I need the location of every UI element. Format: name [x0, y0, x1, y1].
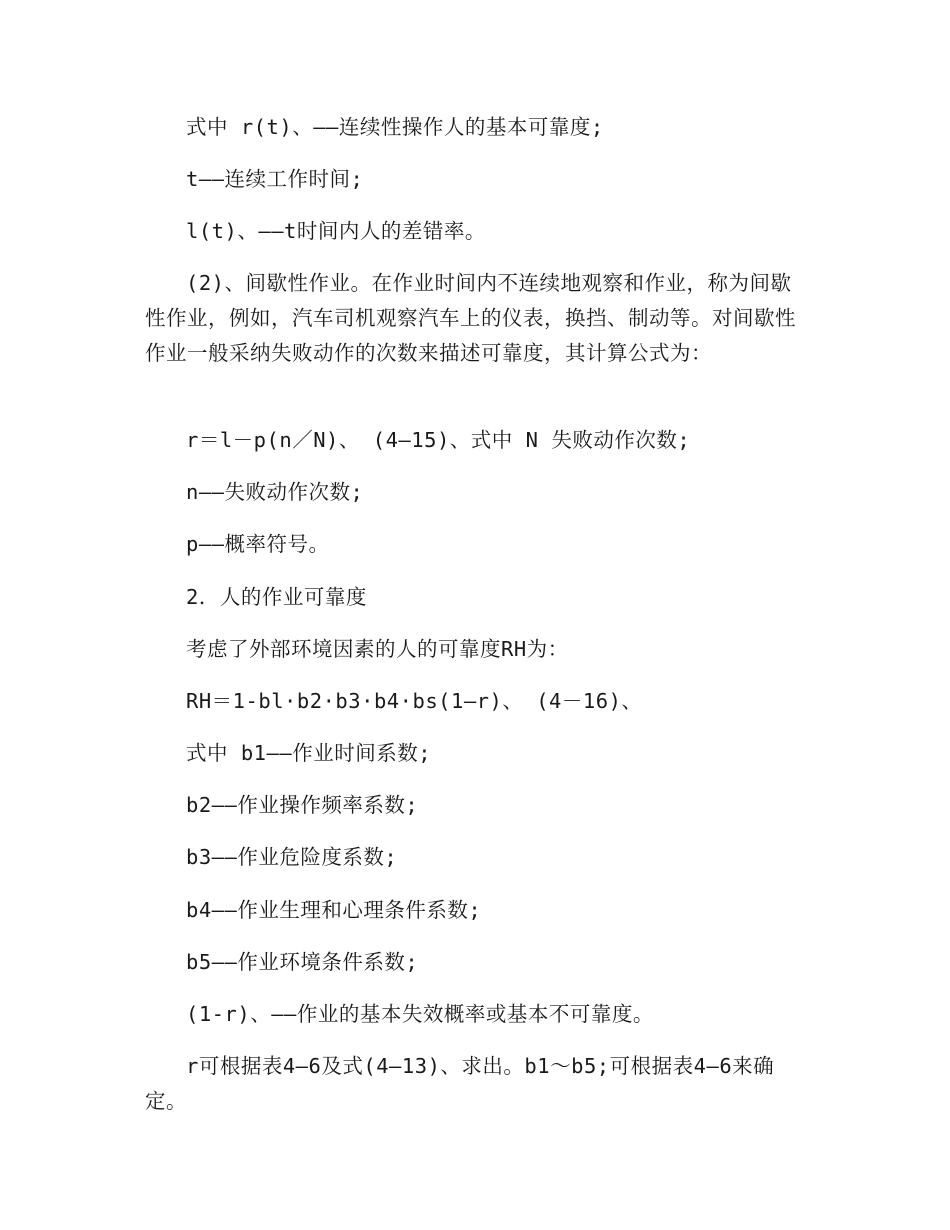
- paragraph-b1-definition: 式中 b1——作业时间系数;: [186, 741, 432, 765]
- paragraph-formula-r-t-definition: 式中 r(t)、——连续性操作人的基本可靠度;: [186, 115, 604, 139]
- paragraph-rh-intro: 考虑了外部环境因素的人的可靠度RH为：: [186, 637, 569, 661]
- paragraph-b3-definition: b3——作业危险度系数;: [186, 845, 398, 869]
- paragraph-intermittent-work: (2)、间歇性作业。在作业时间内不连续地观察和作业，称为间歇性作业，例如，汽车司机观察汽车上的仪表，换挡、制动等。对间歇性作业一般采纳失败动作的次数来描述可靠度，其计算公式为：: [145, 271, 796, 365]
- paragraph-b4-definition: b4——作业生理和心理条件系数;: [186, 898, 482, 922]
- paragraph-1-r-definition: (1-r)、——作业的基本失效概率或基本不可靠度。: [186, 1002, 654, 1026]
- paragraph-b5-definition: b5——作业环境条件系数;: [186, 950, 419, 974]
- paragraph-formula-4-15: r＝l－p(n／N)、 (4—15)、式中 N 失败动作次数;: [186, 428, 691, 452]
- paragraph-formula-4-16: RH＝1-bl·b2·b3·b4·bs(1—r)、 (4－16)、: [186, 689, 643, 713]
- paragraph-l-t-definition: l(t)、——t时间内人的差错率。: [186, 219, 486, 243]
- paragraph-t-definition: t——连续工作时间;: [186, 167, 364, 191]
- paragraph-r-determination: r可根据表4—6及式(4—13)、求出。b1～b5;可根据表4—6来确定。: [145, 1054, 775, 1113]
- paragraph-b2-definition: b2——作业操作频率系数;: [186, 793, 419, 817]
- paragraph-n-definition: n——失败动作次数;: [186, 480, 364, 504]
- paragraph-p-definition: p——概率符号。: [186, 532, 330, 556]
- section-heading-work-reliability: 2．人的作业可靠度: [186, 585, 367, 609]
